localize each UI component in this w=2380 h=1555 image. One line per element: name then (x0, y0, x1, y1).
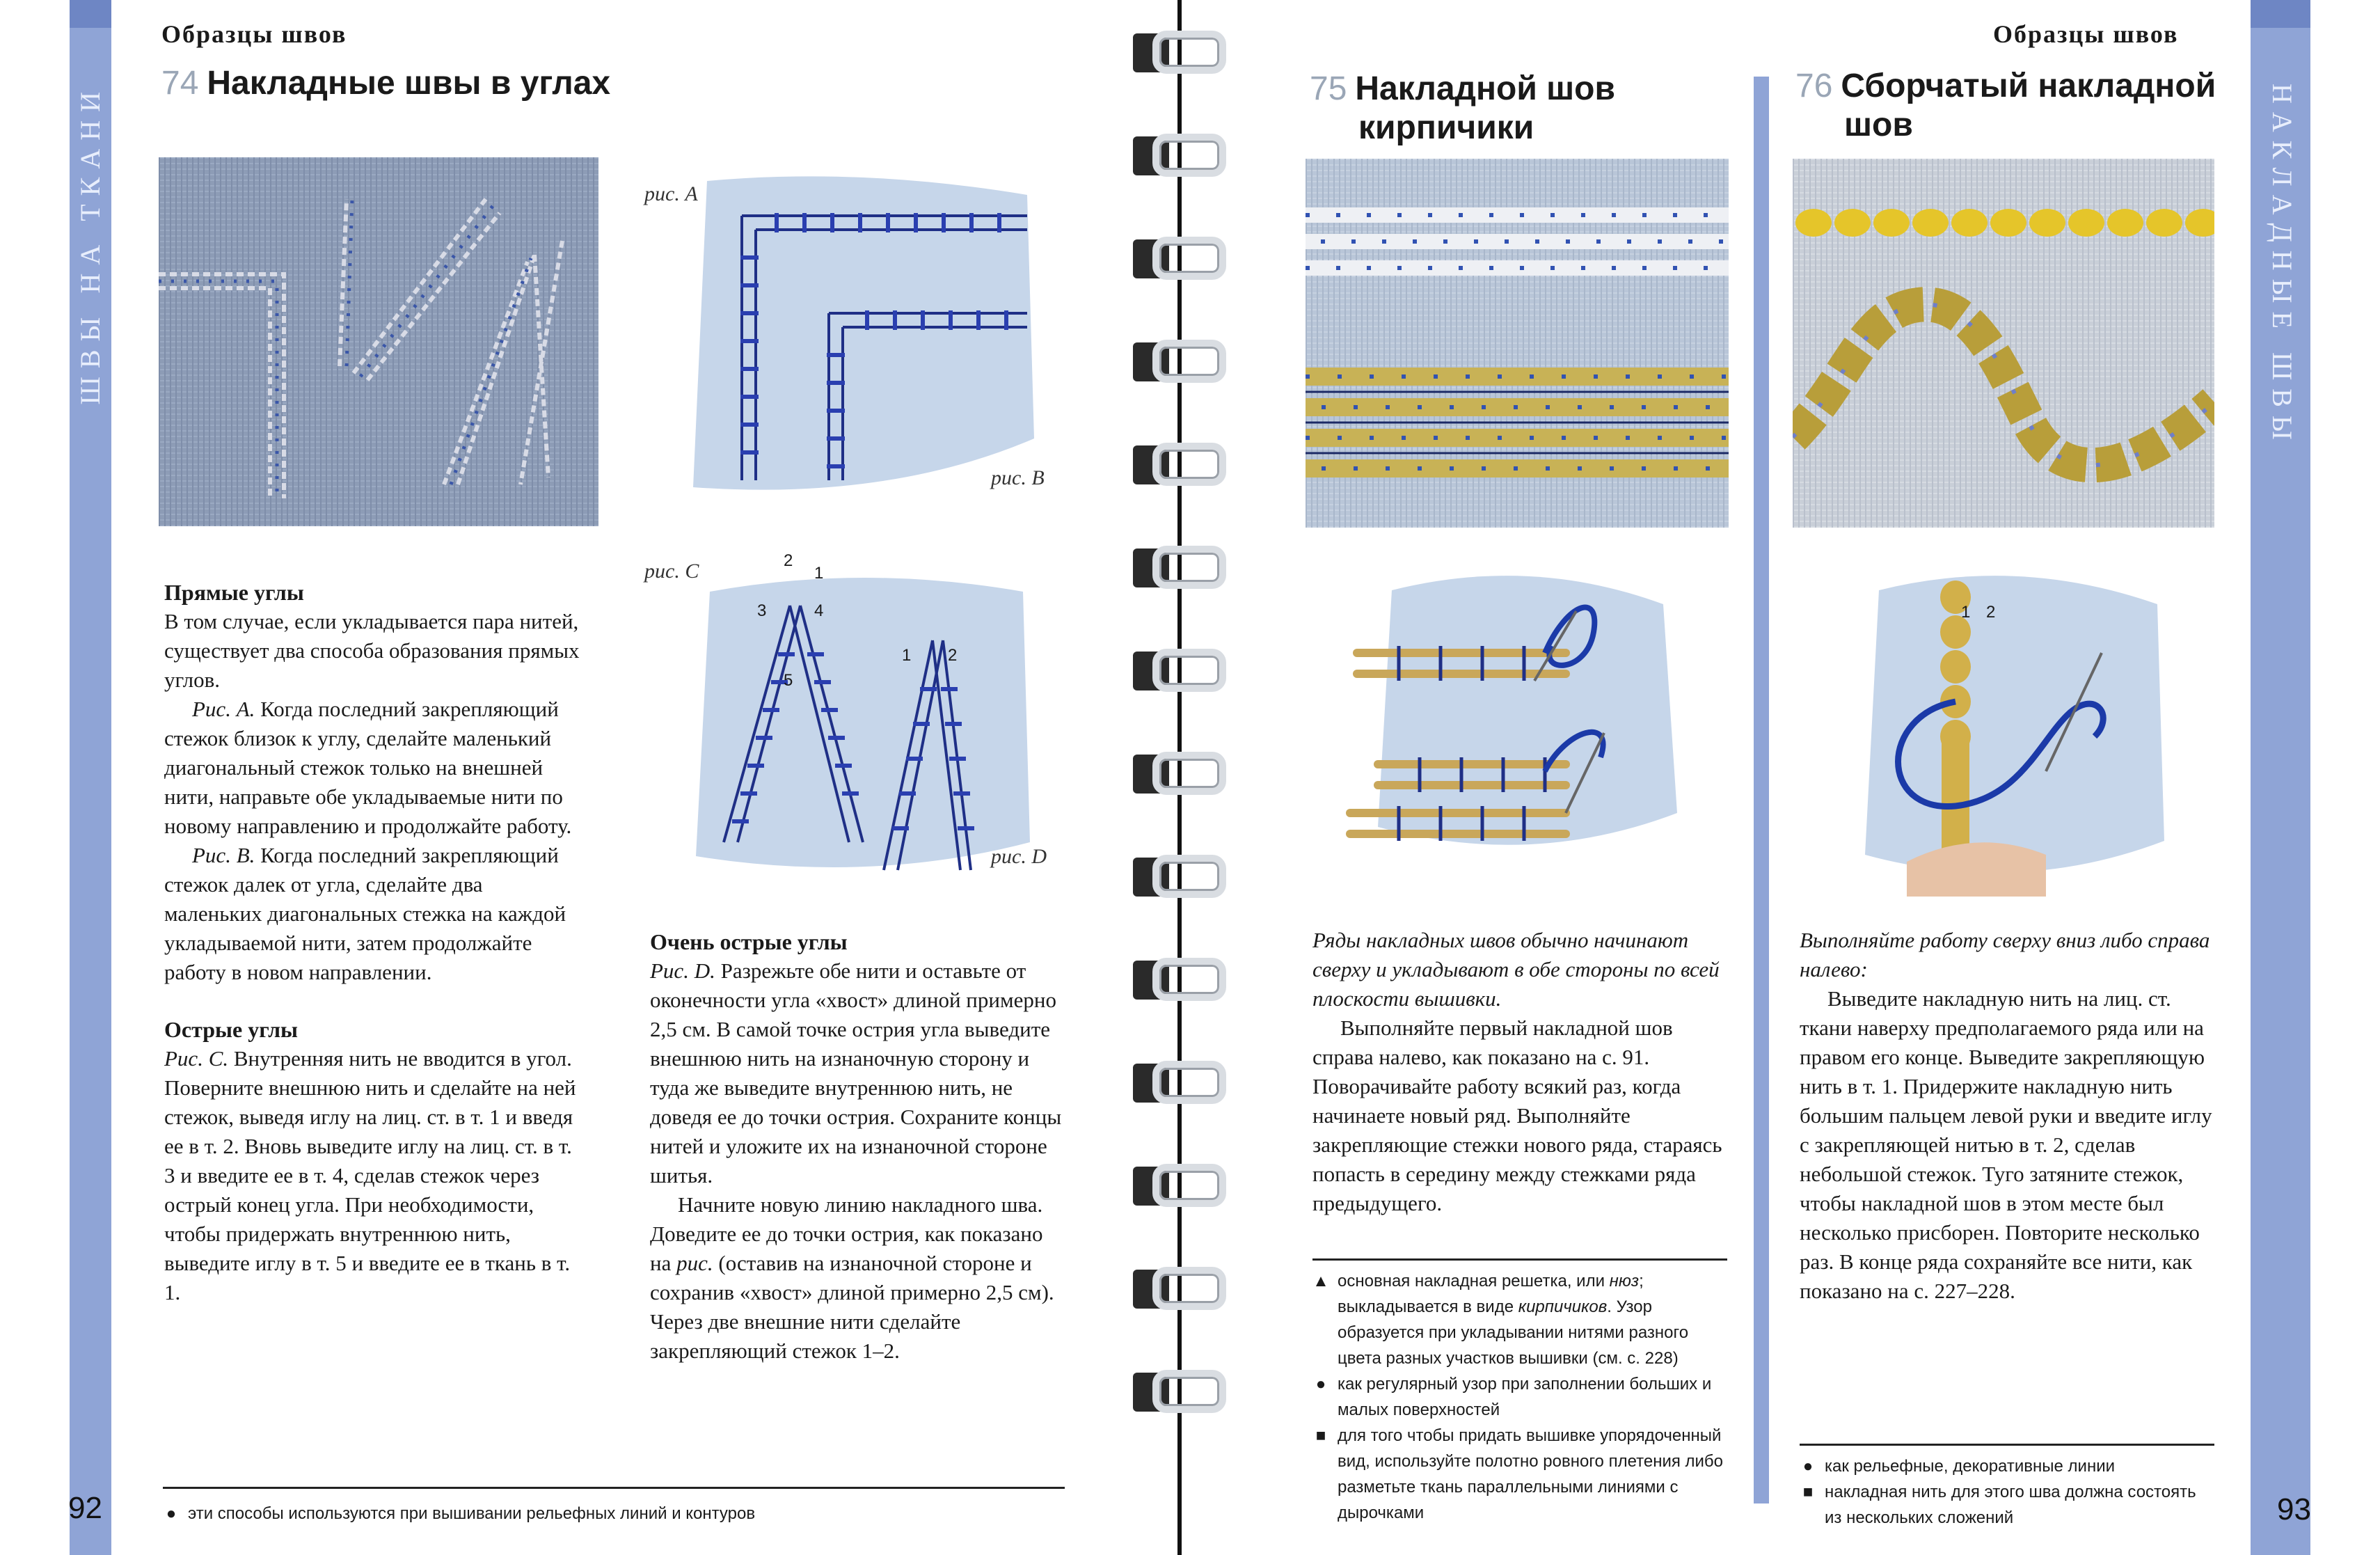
section-74-title (161, 64, 610, 103)
note-75-1b: ; выкладывается в виде (1338, 1272, 1644, 1316)
left-page (0, 0, 1120, 1555)
fig-c-num-5: 5 (784, 671, 793, 690)
photo-brick-couching (1306, 159, 1729, 528)
para-fig-b-text: Когда последний закрепляющий стежок далек от угла, сделайте два маленьких диагональных стежка на каждой укладываемой нити, затем продолжайте работу в новом направлении. (164, 843, 566, 984)
note-75-3: для того чтобы придать вышивке упорядоченный вид, используйте полотно ровного плетения либо разметьте ткань параллельными линиями с дырочками (1338, 1426, 1724, 1522)
fig-c-num-3: 3 (757, 601, 767, 620)
para-fig-b-lead: Рис. В. (192, 843, 255, 867)
section-76-heading-line2: шов (1844, 106, 1913, 143)
illustration-fig-c-d (689, 550, 1037, 884)
fig-c-num-1: 1 (814, 564, 824, 583)
illustration-fig-a-b (679, 174, 1041, 501)
bullet-triangle-icon: ▲ (1312, 1272, 1329, 1290)
heading-very-sharp-corners: Очень острые углы (650, 929, 848, 954)
notes-75-rule (1312, 1258, 1727, 1261)
right-page (1260, 0, 2380, 1555)
binding-ring (1127, 131, 1232, 181)
para-76: Выведите накладную нить на лиц. ст. ткани наверху предполагаемого ряда или на правом его конце. Выведите закрепляющую нить в т. 1. Придержите накладную нить большим пальцем левой руки и введите иглу с закрепляющей нитью в т. 2, сделав небольшой стежок. Туго затяните стежок, чтобы накладной шов в этом месте был несколько присборен. Повторите несколько раз. В конце ряда сохраняйте все нити, как показано на с. 227–228. (1800, 986, 2212, 1303)
para-fig-d-text: Разрежьте обе нити и оставьте от оконечности угла «хвост» длиной примерно 2,5 см. В самой точке острия угла выведите внешнюю нить на изнаночную сторону и туда же выведите внутреннюю нить, не доведя ее до точки острия. Сохраните концы нитей и уложите их на изнаночной стороне шитья. (650, 958, 1062, 1187)
note-75-1c: . Узор образуется при укладывании нитями разного цвета разных участков вышивки (см. с. 228) (1338, 1297, 1689, 1368)
left-footnote-rule (163, 1487, 1065, 1489)
section-74-heading: Накладные швы в углах (207, 65, 611, 102)
para-new-line-link: рис. (676, 1251, 713, 1275)
right-page-number: 93 (2277, 1492, 2311, 1526)
section-76-title (1795, 67, 2216, 145)
fig-c-label: рис. C (644, 560, 699, 583)
binding-ring (1127, 440, 1232, 490)
left-side-tab-text: ШВЫ НА ТКАНИ (74, 84, 106, 405)
left-footnote-text: эти способы используются при вышивании рельефных линий и контуров (188, 1504, 756, 1523)
binding-ring (1127, 1367, 1232, 1417)
fig-d-num-2: 2 (948, 646, 958, 665)
heading-straight-corners: Прямые углы (164, 580, 304, 605)
left-running-head: Образцы швов (161, 20, 347, 48)
left-col1-text (164, 571, 582, 1307)
binding-ring (1127, 852, 1232, 902)
para-fig-c-lead: Рис. С. (164, 1046, 229, 1071)
left-page-number: 92 (68, 1491, 102, 1525)
para-new-line-b: (оставив на изнаночной стороне и сохранив «хвост» длиной примерно 2,5 см). Через две внешние нити сделайте закрепляющий стежок 1–2. (650, 1251, 1054, 1363)
binding-ring (1127, 28, 1232, 78)
fig-c-num-2: 2 (784, 551, 793, 570)
section-75-heading-line2: кирпичики (1358, 109, 1534, 146)
bullet-square-icon: ■ (1802, 1483, 1814, 1501)
right-col2-text (1800, 984, 2217, 1306)
photo-corner-stitches (159, 157, 598, 526)
fig-d-label: рис. D (991, 845, 1047, 868)
note-75-1a: основная накладная решетка, или (1338, 1272, 1610, 1290)
notes-76-rule (1800, 1444, 2214, 1446)
binding-ring (1127, 234, 1232, 284)
section-74-number: 74 (161, 65, 199, 102)
para-fig-a-lead: Рис. А. (192, 697, 255, 721)
fig-d-num-1: 1 (902, 646, 912, 665)
note-76-2: накладная нить для этого шва должна состоять из нескольких сложений (1825, 1483, 2196, 1527)
right-side-tab-text: НАКЛАДНЫЕ ШВЫ (2267, 84, 2298, 448)
para-fig-b (164, 841, 582, 987)
section-76-heading-line1: Сборчатый накладной (1841, 68, 2216, 104)
binding-ring (1127, 1161, 1232, 1211)
fig-c-num-4: 4 (814, 601, 824, 620)
binding-ring (1127, 955, 1232, 1005)
para-fig-c (164, 1044, 582, 1307)
left-col2-text (650, 920, 1068, 1366)
bullet-square-icon: ■ (1315, 1426, 1326, 1445)
right-running-head: Образцы швов (1993, 20, 2179, 48)
heading-sharp-corners: Острые углы (164, 1017, 299, 1042)
binding-ring (1127, 1058, 1232, 1108)
illustration-brick-couching (1336, 562, 1698, 862)
fig76-num-1: 1 (1961, 603, 1971, 622)
para-75: Выполняйте первый накладной шов справа налево, как показано на с. 91. Поворачивайте работу всякий раз, когда начинаете новый ряд. Выполняйте закрепляющие стежки нового ряда, стараясь попасть в середину между стежками ряда предыдущего. (1312, 1016, 1722, 1215)
left-footnote (163, 1501, 1068, 1526)
para-straight-intro: В том случае, если укладывается пара нитей, существует два способа образования прямых углов. (164, 609, 580, 692)
bullet-circle-icon: ● (1315, 1375, 1326, 1394)
section-75-number: 75 (1310, 70, 1347, 107)
binding-ring (1127, 543, 1232, 593)
binding-ring (1127, 337, 1232, 387)
notes-76 (1800, 1453, 2217, 1531)
note-75-1 (1338, 1268, 1730, 1371)
notes-75 (1312, 1268, 1730, 1526)
fig76-num-2: 2 (1986, 603, 1996, 622)
fig-a-label: рис. A (644, 182, 698, 205)
illustration-gathered-couching (1837, 562, 2185, 897)
binding-ring (1127, 1264, 1232, 1314)
para-new-line (650, 1190, 1068, 1366)
column-divider (1754, 77, 1769, 1503)
note-75-1-em2: кирпичиков (1518, 1297, 1608, 1316)
note-75-1-em: нюз (1609, 1272, 1640, 1290)
section-76-number: 76 (1795, 68, 1833, 104)
para-fig-c-text: Внутренняя нить не вводится в угол. Поверните внешнюю нить и сделайте на ней стежок, выведя иглу на лиц. ст. в т. 1 и введя ее в т. 2. Вновь выведите иглу на лиц. ст. в т. 3 и введите ее в т. 4, сделав стежок через острый конец угла. При необходимости, чтобы придержать внутреннюю нить, выведите иглу в т. 5 и введите ее в ткань в т. 1. (164, 1046, 576, 1304)
section-75-heading-line1: Накладной шов (1355, 70, 1616, 107)
note-75-2: как регулярный узор при заполнении больших и малых поверхностей (1338, 1375, 1712, 1419)
bullet-circle-icon: ● (1802, 1457, 1814, 1476)
binding-ring (1127, 646, 1232, 696)
para-fig-a (164, 695, 582, 841)
right-col1-text (1312, 1013, 1730, 1218)
caption-75: Ряды накладных швов обычно начинают сверху и укладывают в обе стороны по всей плоскости вышивки. (1312, 928, 1720, 1011)
para-fig-d-lead: Рис. D. (650, 958, 715, 983)
binding-ring (1127, 749, 1232, 799)
note-76-1: как рельефные, декоративные линии (1825, 1457, 2116, 1476)
section-75-title (1310, 70, 1615, 148)
bullet-circle-icon: ● (166, 1504, 177, 1523)
para-fig-d (650, 956, 1068, 1190)
fig-b-label: рис. B (991, 466, 1045, 489)
para-fig-a-text: Когда последний закрепляющий стежок близок к углу, сделайте маленький диагональный стежок только на внешней нити, направьте обе укладываемые нити по новому направлению и продолжайте работу. (164, 697, 572, 838)
photo-gathered-couching (1793, 159, 2214, 528)
caption-76: Выполняйте работу сверху вниз либо справа налево: (1800, 928, 2210, 981)
para-new-line-a: Начните новую линию накладного шва. Доведите ее до точки острия, как показано на (650, 1192, 1043, 1275)
